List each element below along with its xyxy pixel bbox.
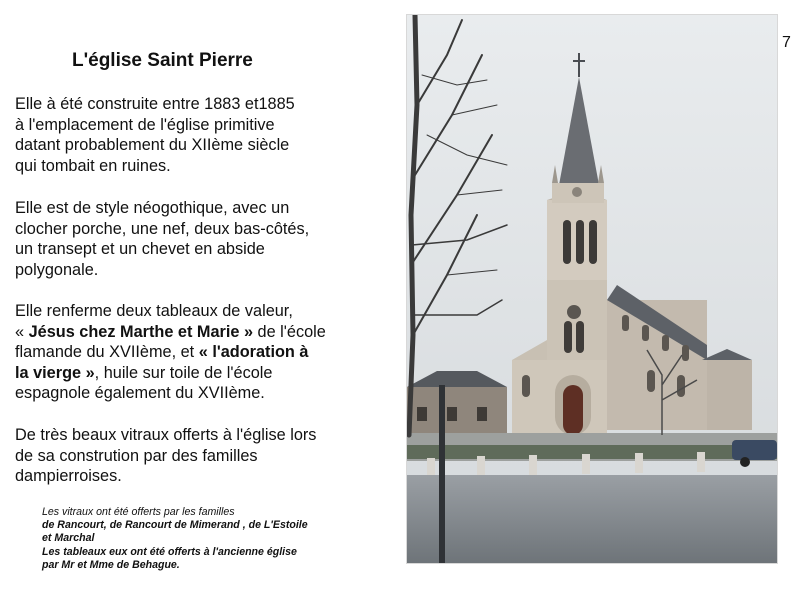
- painting-title-2-end: la vierge »: [15, 363, 95, 382]
- text-fragment: de l'école: [253, 322, 326, 341]
- text-line: de sa constrution par des familles: [15, 446, 258, 465]
- square-pavement: [407, 475, 777, 563]
- painting-title-2: « l'adoration à: [198, 343, 309, 361]
- text-line: qui tombait en ruines.: [15, 156, 171, 175]
- note-line: Les tableaux eux ont été offerts à l'ancienne église: [42, 545, 297, 558]
- text-line: [15, 342, 390, 363]
- text-line: [15, 363, 390, 384]
- text-line: polygonale.: [15, 260, 99, 279]
- text-line: dampierroises.: [15, 467, 122, 485]
- paragraph-paintings: [15, 301, 390, 404]
- text-line: Elle renferme deux tableaux de valeur,: [15, 302, 293, 320]
- text-line: De très beaux vitraux offerts à l'église lors: [15, 426, 317, 444]
- donor-notes: [42, 506, 382, 572]
- note-line: par Mr et Mme de Behague.: [42, 558, 180, 571]
- text-line: un transept et un chevet en abside: [15, 240, 265, 258]
- note-line: de Rancourt, de Rancourt de Mimerand , de L'Estoile: [42, 519, 308, 532]
- text-line: Elle à été construite entre 1883 et1885: [15, 95, 295, 113]
- text-line: espagnole également du XVIIème.: [15, 384, 265, 402]
- text-line: clocher porche, une nef, deux bas-côtés,: [15, 219, 310, 238]
- text-fragment: «: [15, 322, 29, 341]
- paragraph-style: [15, 198, 390, 280]
- text-line: datant probablement du XIIème siècle: [15, 136, 290, 154]
- note-line: et Marchal: [42, 532, 95, 545]
- paragraph-windows: [15, 425, 390, 487]
- text-fragment: , huile sur toile de l'école: [94, 363, 273, 382]
- text-line: Elle est de style néogothique, avec un: [15, 199, 290, 217]
- painting-title-1: Jésus chez Marthe et Marie »: [28, 322, 254, 341]
- note-line: Les vitraux ont été offerts par les familles: [42, 506, 235, 518]
- text-fragment: flamande du XVIIème, et: [15, 343, 199, 361]
- church-photo: [407, 15, 777, 563]
- paragraph-construction: [15, 94, 390, 176]
- lamp-post: [439, 385, 445, 563]
- text-line: à l'emplacement de l'église primitive: [15, 115, 275, 134]
- page-number: 7: [782, 34, 791, 51]
- text-line: [15, 322, 390, 343]
- page-title: L'église Saint Pierre: [72, 50, 253, 71]
